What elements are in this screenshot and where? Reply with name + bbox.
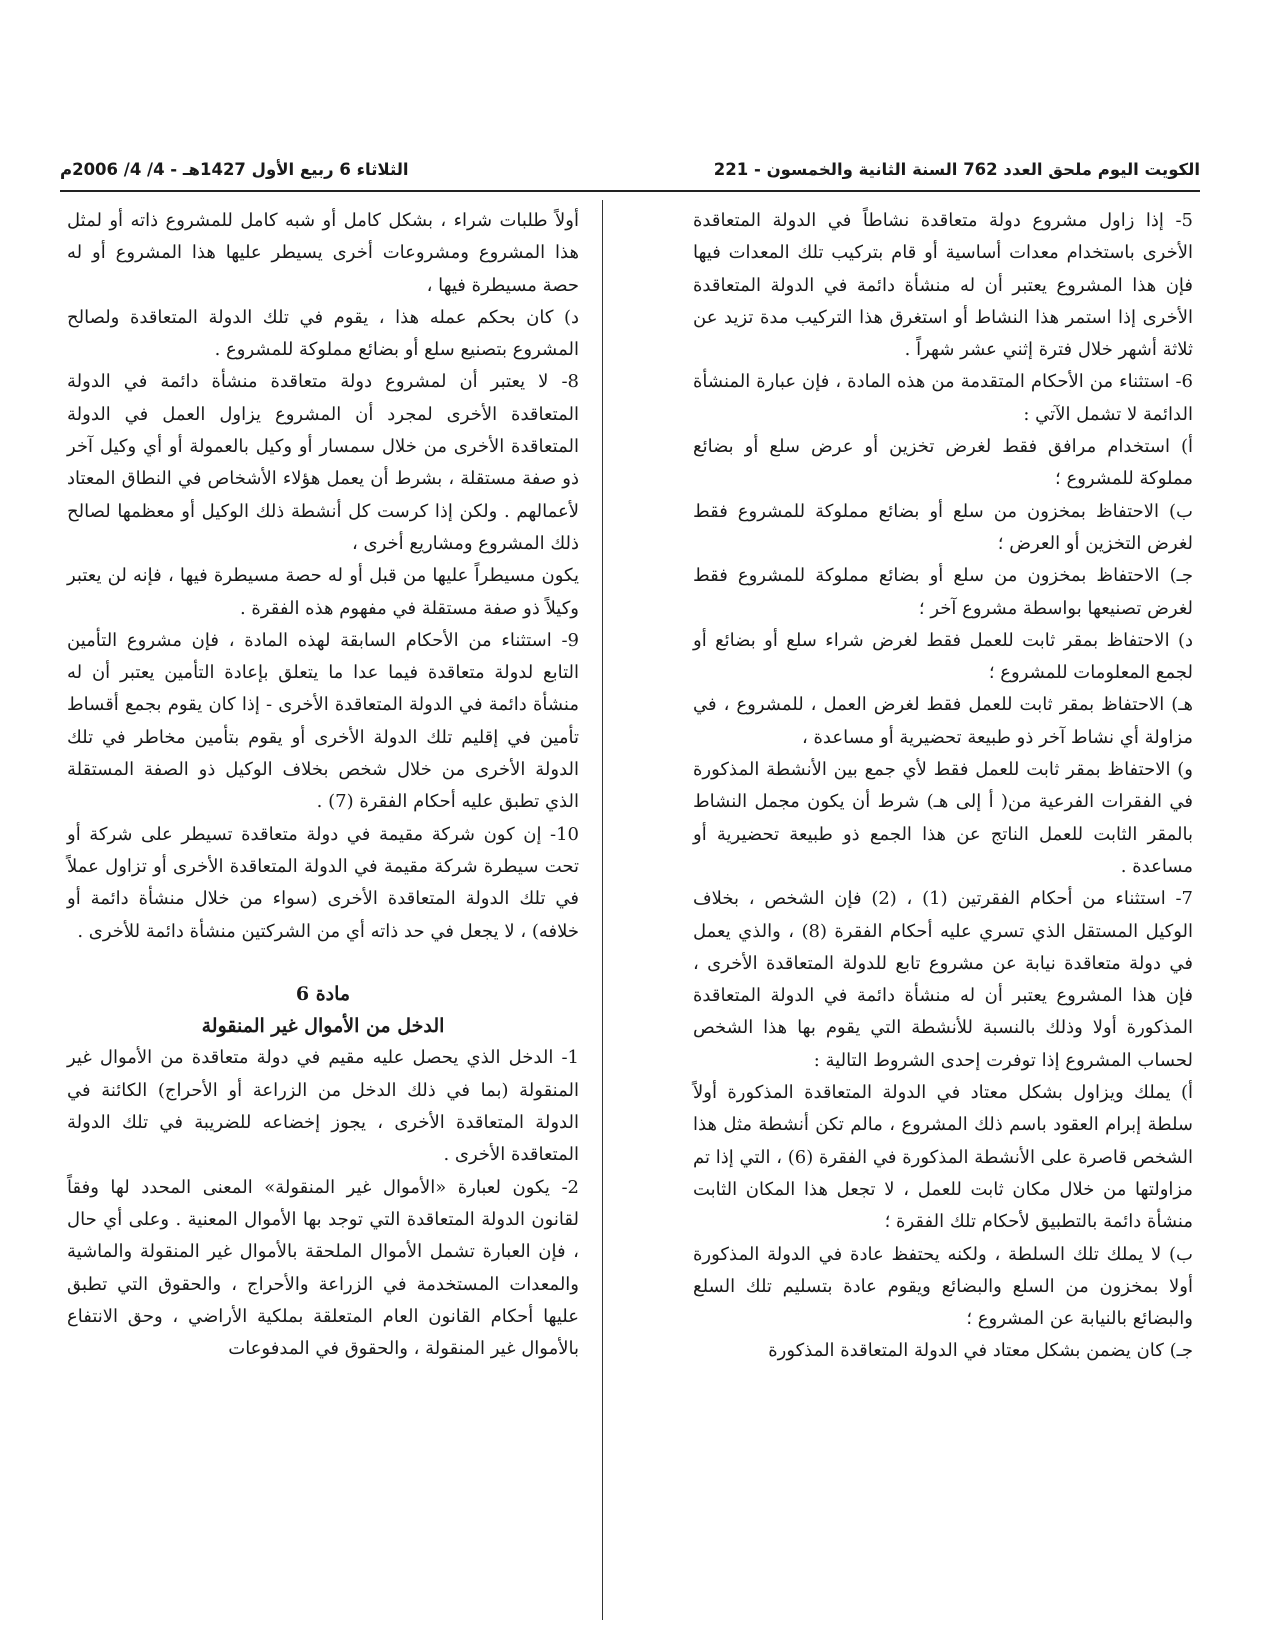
page-header [60,160,1200,188]
paragraph: يكون مسيطراً عليها من قبل أو له حصة مسيطرة فيها ، فإنه لن يعتبر وكيلاً ذو صفة مستقلة في مفهوم هذه الفقرة . [67,565,579,619]
paragraph: ب) لا يملك تلك السلطة ، ولكنه يحتفظ عادة في الدولة المذكورة أولا بمخزون من السلع والبضائع ويقوم عادة بتسليم تلك السلع والبضائع بالنيابة عن المشروع ؛ [693,1243,1193,1330]
paragraph: ب) الاحتفاظ بمخزون من سلع أو بضائع مملوكة للمشروع فقط لغرض التخزين أو العرض ؛ [693,500,1193,554]
paragraph: جـ) كان يضمن بشكل معتاد في الدولة المتعاقدة المذكورة [768,1340,1193,1362]
header-date: الثلاثاء 6 ربيع الأول 1427هـ - 4/ 4/ 2006م [60,160,409,179]
header-rule [60,190,1200,192]
paragraph: د) كان بحكم عمله هذا ، يقوم في تلك الدولة المتعاقدة ولصالح المشروع بتصنيع سلع أو بضائع مملوكة للمشروع . [67,306,579,361]
paragraph: 6- استثناء من الأحكام المتقدمة من هذه المادة ، فإن عبارة المنشأة الدائمة لا تشمل الآتي : [693,371,1193,425]
header-publication-info: الكويت اليوم ملحق العدد 762 السنة الثانية والخمسون - 221 [713,160,1200,179]
article-number: مادة 6 [295,982,351,1005]
paragraph: 2- يكون لعبارة «الأموال غير المنقولة» المعنى المحدد لها وفقاً لقانون الدولة المتعاقدة التي توجد بها الأموال المعنية . وعلى أي حال ، فإن العبارة تشمل الأموال الملحقة بالأموال غير المنقولة والماشية والمعدات المستخدمة في الزراعة والأحراج ، والحقوق التي تطبق عليها أحكام القانون العام المتعلقة بملكية الأراضي ، وحق الانتفاع بالأموال غير المنقولة ، والحقوق في المدفوعات [67,1176,579,1360]
paragraph: 8- لا يعتبر أن لمشروع دولة متعاقدة منشأة دائمة في الدولة المتعاقدة الأخرى لمجرد أن المشروع يزاول العمل في الدولة المتعاقدة الأخرى من خلال سمسار أو وكيل بالعمولة أو أي وكيل آخر ذو صفة مستقلة ، بشرط أن يعمل هؤلاء الأشخاص في النطاق المعتاد لأعمالهم . ولكن إذا كرست كل أنشطة ذلك الوكيل أو معظمها لصالح ذلك المشروع ومشاريع أخرى ، [67,371,579,554]
paragraph: د) الاحتفاظ بمقر ثابت للعمل فقط لغرض شراء سلع أو بضائع أو لجمع المعلومات للمشروع ؛ [693,629,1194,684]
left-column [67,205,579,1365]
paragraph: هـ) الاحتفاظ بمقر ثابت للعمل فقط لغرض العمل ، للمشروع ، في مزاولة أي نشاط آخر ذو طبيعة تحضيرية أو مساعدة ، [693,694,1193,748]
article-title: الدخل من الأموال غير المنقولة [201,1015,445,1038]
paragraph: جـ) الاحتفاظ بمخزون من سلع أو بضائع مملوكة للمشروع فقط لغرض تصنيعها بواسطة مشروع آخر ؛ [693,565,1193,619]
paragraph: 5- إذا زاول مشروع دولة متعاقدة نشاطاً في الدولة المتعاقدة الأخرى باستخدام معدات أساسية أو قام بتركيب تلك المعدات فيها فإن هذا المشروع يعتبر أن له منشأة دائمة في الدولة المتعاقدة الأخرى إذا استمر هذا النشاط أو استغرق هذا التركيب مدة تزيد عن ثلاثة أشهر خلال فترة إثني عشر شهراً . [693,210,1193,361]
paragraph: 9- استثناء من الأحكام السابقة لهذه المادة ، فإن مشروع التأمين التابع لدولة متعاقدة فيما عدا ما يتعلق بإعادة التأمين يعتبر أن له منشأة دائمة في الدولة المتعاقدة الأخرى - إذا كان يقوم بجمع أقساط تأمين في إقليم تلك الدولة الأخرى أو يقوم بتأمين مخاطر في تلك الدولة الأخرى من خلال شخص بخلاف الوكيل ذو الصفة المستقلة الذي تطبق عليه أحكام الفقرة (7) . [67,629,579,813]
paragraph: أ) استخدام مرافق فقط لغرض تخزين أو عرض سلع أو بضائع مملوكة للمشروع ؛ [693,436,1193,490]
paragraph: أولاً طلبات شراء ، بشكل كامل أو شبه كامل للمشروع ذاته أو لمثل هذا المشروع ومشروعات أخرى يسيطر عليها هذا المشروع أو له حصة مسيطرة فيها ، [67,210,579,296]
paragraph: 7- استثناء من أحكام الفقرتين (1) ، (2) فإن الشخص ، بخلاف الوكيل المستقل الذي تسري عليه أحكام الفقرة (8) ، والذي يعمل في دولة متعاقدة نيابة عن مشروع تابع للدولة المتعاقدة الأخرى ، فإن هذا المشروع يعتبر أن له منشأة دائمة في الدولة المتعاقدة المذكورة أولا وذلك بالنسبة للأنشطة التي يقوم بها هذا الشخص لحساب المشروع إذا توفرت إحدى الشروط التالية : [693,888,1193,1071]
spacer [67,948,579,978]
paragraph: 10- إن كون شركة مقيمة في دولة متعاقدة تسيطر على شركة أو تحت سيطرة شركة مقيمة في الدولة المتعاقدة الأخرى أو تزاول عملاً في تلك الدولة المتعاقدة الأخرى (سواء من خلال منشأة دائمة أو خلافه) ، لا يجعل في حد ذاته أي من الشركتين منشأة دائمة للأخرى . [67,823,579,942]
paragraph: 1- الدخل الذي يحصل عليه مقيم في دولة متعاقدة من الأموال غير المنقولة (بما في ذلك الدخل من الزراعة أو الأحراج) الكائنة في الدولة المتعاقدة الأخرى ، يجوز إخضاعه للضريبة في تلك الدولة المتعاقدة الأخرى . [67,1047,579,1166]
column-divider [602,200,603,1620]
paragraph: أ) يملك ويزاول بشكل معتاد في الدولة المتعاقدة المذكورة أولاً سلطة إبرام العقود باسم ذلك المشروع ، مالم تكن أنشطة مثل هذا الشخص قاصرة على الأنشطة المذكورة في الفقرة (6) ، التي إذا تم مزاولتها من خلال مكان ثابت للعمل ، لا تجعل هذا المكان الثابت منشأة دائمة بالتطبيق لأحكام تلك الفقرة ؛ [693,1082,1193,1233]
paragraph: و) الاحتفاظ بمقر ثابت للعمل فقط لأي جمع بين الأنشطة المذكورة في الفقرات الفرعية من( أ إلى هـ) شرط أن يكون مجمل النشاط بالمقر الثابت للعمل الناتج عن هذا الجمع ذو طبيعة تحضيرية أو مساعدة . [693,759,1193,877]
right-column [693,205,1193,1368]
